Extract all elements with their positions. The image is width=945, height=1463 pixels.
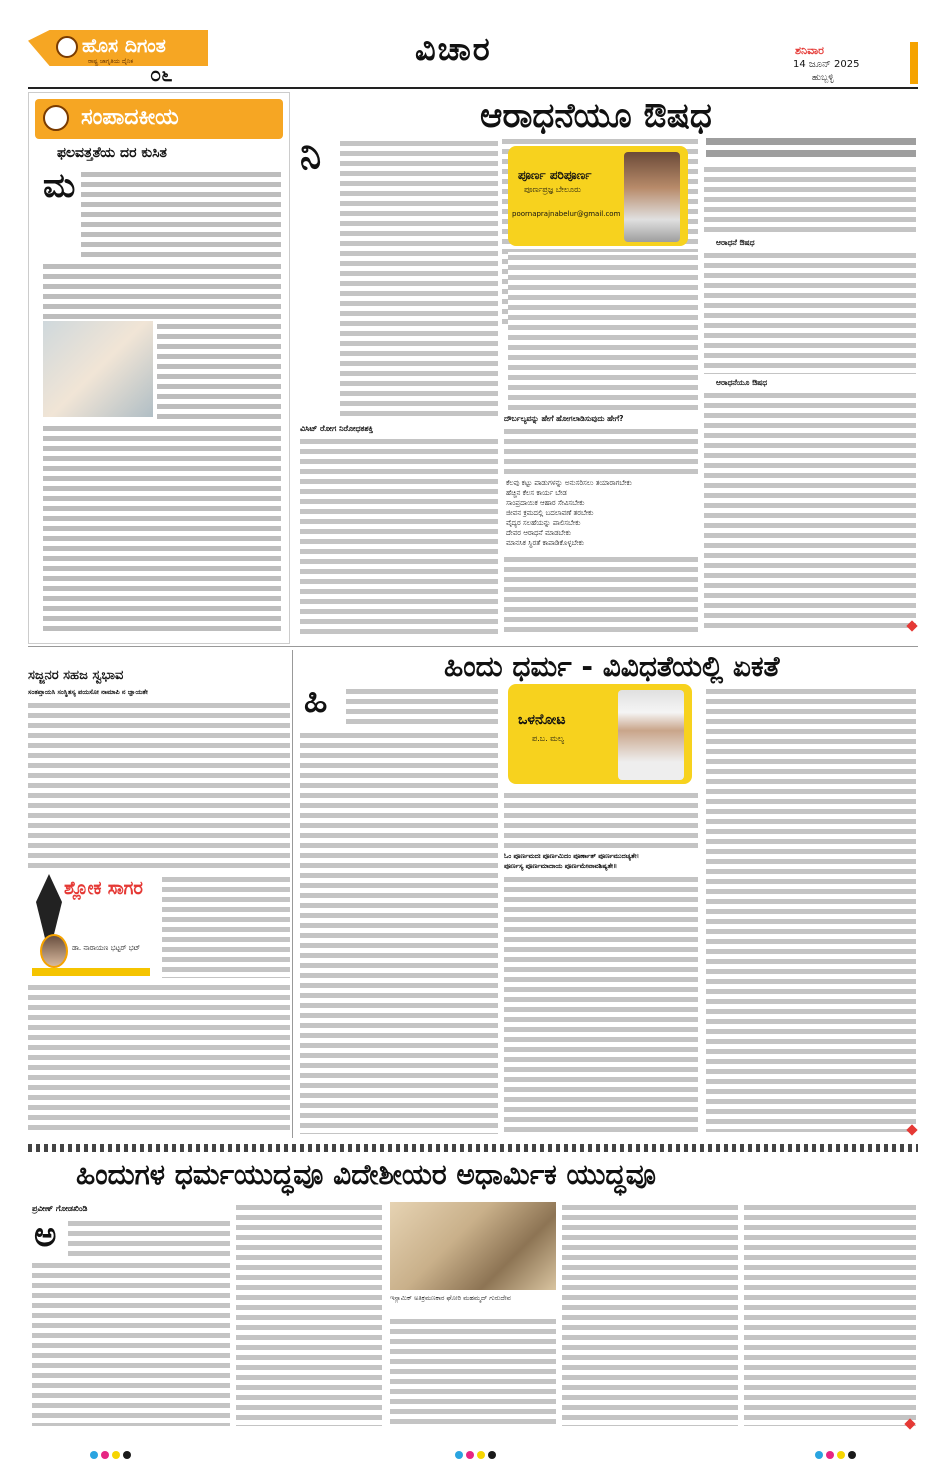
yellow-dot <box>837 1451 845 1459</box>
article2-col3-text <box>706 686 916 1132</box>
masthead <box>0 0 945 92</box>
cmyk-dots-center <box>455 1444 499 1463</box>
article1-subhead-2: ದೌರ್ಬಲ್ಯವನ್ನು ಹೇಗೆ ಹೋಗಲಾಡಿಸುವುದು ಹೇಗೆ? <box>504 414 624 423</box>
bullet-item: ಜೀವನ ಕ್ರಮದಲ್ಲಿ ಬದಲಾವಣೆ ತರಬೇಕು <box>506 509 594 517</box>
article2-subhead-1: ಓಂ ಪೂರ್ಣಮದಃ ಪೂರ್ಣಮಿದಂ ಪೂರ್ಣಾತ್ ಪೂರ್ಣಮುದಚ್ಯತೇ। <box>504 852 640 860</box>
article3-author: ಪ್ರವೀಣ್ ಗೋಡಖಿಂಡಿ <box>32 1204 88 1213</box>
cyan-dot <box>815 1451 823 1459</box>
bullet-item: ಮಾನಸಿಕ ಸ್ಥಿರತೆ ಕಾಪಾಡಿಕೊಳ್ಳಬೇಕು <box>506 539 585 547</box>
black-dot <box>848 1451 856 1459</box>
shloka-column-name: ಶ್ಲೋಕ ಸಾಗರ <box>64 878 143 899</box>
logo-tagline: ರಾಷ್ಟ್ರ ಜಾಗೃತಿಯ ದೈನಿಕ <box>88 58 134 65</box>
article3-col5-text <box>744 1202 916 1426</box>
article2-col1-text <box>346 686 498 726</box>
editorial-emblem-icon <box>43 105 69 131</box>
columnist-email: poornaprajnabelur@gmail.com <box>512 210 621 218</box>
newspaper-logo <box>28 30 248 86</box>
shloka-title: ಸಜ್ಜನರ ಸಹಜ ಸ್ವಭಾವ <box>28 668 124 683</box>
edition-date: 14 ಜೂನ್ 2025 <box>793 59 860 70</box>
article3-col1-text <box>68 1218 230 1258</box>
magenta-dot <box>826 1451 834 1459</box>
cmyk-dots-right <box>815 1444 859 1463</box>
dotted-divider <box>28 1144 918 1152</box>
columnist2-photo <box>618 690 684 780</box>
masthead-rule <box>28 87 918 89</box>
logo-emblem-icon <box>56 36 78 58</box>
shloka-text-2 <box>162 874 290 978</box>
edition-city: ಹುಬ್ಬಳ್ಳಿ <box>812 73 834 83</box>
article3-col2-text <box>236 1202 382 1426</box>
section-title: ವಿಚಾರ <box>415 30 492 68</box>
article2-title: ಹಿಂದು ಧರ್ಮ - ವಿವಿಧತೆಯಲ್ಲಿ ಏಕತೆ <box>444 650 780 683</box>
logo-text: ಹೊಸ ದಿಗಂತ <box>82 35 166 57</box>
article1-col1-text <box>340 138 498 418</box>
article1-subhead-3: ಆರಾಧನೆ ಔಷಧ <box>716 238 755 247</box>
article1-subhead-4: ಆರಾಧನೆಯೂ ಔಷಧ <box>716 378 768 387</box>
shloka-logo <box>28 874 158 978</box>
shloka-text-1 <box>28 700 290 870</box>
editorial-title: ಫಲವತ್ತತೆಯ ದರ ಕುಸಿತ <box>57 145 167 161</box>
article1-bullet-list <box>506 478 698 550</box>
editorial-body-2 <box>43 261 281 319</box>
magenta-dot <box>101 1451 109 1459</box>
article1-col3-text-b <box>704 250 916 374</box>
quill-icon <box>36 874 62 944</box>
article3-col3-text <box>390 1316 556 1426</box>
section-rule-1 <box>28 646 918 647</box>
article1-subhead-1: ವಿಸಿಟ್ ರೋಗ ನಿರೋಧಕಶಕ್ತಿ <box>300 424 374 433</box>
page-number: ೦೬ <box>150 62 173 86</box>
shloka-author-photo <box>40 934 68 968</box>
shloka-article <box>28 650 290 1136</box>
article2-col2-text-b <box>504 874 698 1134</box>
vertical-rule <box>292 650 293 1138</box>
article1-col2-text-c <box>504 426 698 474</box>
editorial-body-1 <box>81 169 281 259</box>
shloka-verse: ಸಂತಪ್ತಾಯಸಿ ಸಂಸ್ಥಿತಸ್ಯ ಪಯಸೋ ನಾಮಾಪಿ ನ ಜ್ಞಾಯತೇ <box>28 688 148 696</box>
shloka-yellow-base <box>32 968 150 976</box>
shloka-text-3 <box>28 982 290 1132</box>
yellow-dot <box>477 1451 485 1459</box>
columnist-name: ಪೂರ್ಣ ಪರಿಪೂರ್ಣ <box>518 168 592 182</box>
article1-col3-lead <box>706 136 916 160</box>
article2-col2-text <box>504 790 698 848</box>
magenta-dot <box>466 1451 474 1459</box>
article3-drop-cap: ಅ <box>34 1215 57 1255</box>
article1-col2-text-b <box>508 252 698 412</box>
bullet-item: ಸಾಂಪ್ರದಾಯಿಕ ಆಹಾರ ಸೇವಿಸಬೇಕು <box>506 499 585 507</box>
article1-col2-text-d <box>504 554 698 636</box>
cmyk-dots-left <box>90 1444 134 1463</box>
cyan-dot <box>90 1451 98 1459</box>
article2-drop-cap: ಹಿ <box>304 681 328 721</box>
article-dharmayuddha <box>28 1158 920 1440</box>
article1-col3-text-c <box>704 390 916 628</box>
columnist2-name: ಒಳನೋಟ <box>518 712 566 728</box>
edition-day: ಶನಿವಾರ <box>795 44 824 57</box>
article1-drop-cap: ನಿ <box>300 133 322 177</box>
article2-col1-text-b <box>300 730 498 1134</box>
bullet-item: ಕೆಲವು ಕಟ್ಟು ಪಾಡುಗಳನ್ನು ಅನುಸರಿಸಲು ತಯಾರಾಗಬೇಕು <box>506 479 632 487</box>
article1-col1-text-b <box>300 436 498 636</box>
article1-col3-text <box>704 164 916 234</box>
columnist-author: ಪೂರ್ಣಪ್ರಜ್ಞ ಬೇಲೂರು <box>524 185 581 194</box>
black-dot <box>488 1451 496 1459</box>
editorial-drop-cap: ಮ <box>43 166 76 206</box>
article3-image-caption: ಇಸ್ಲಾಮಿಕ್ ಅತಿಕ್ರಮಣಕಾರ ಘೋರಿ ಮಹಮ್ಮದ್ ಗುರುದೇವ <box>390 1294 511 1302</box>
article1-title: ಆರಾಧನೆಯೂ ಔಷಧ <box>480 96 712 136</box>
columnist2-author: ಪ.ಬ. ಮಲ್ಯ <box>532 734 565 743</box>
bullet-item: ದೇವರ ಆರಾಧನೆ ಮಾಡಬೇಕು <box>506 529 571 537</box>
yellow-dot <box>112 1451 120 1459</box>
masthead-orange-bar <box>910 42 918 84</box>
bullet-item: ಹೆಚ್ಚಿನ ಕೆಲಸ ಕಾರ್ಯ ಬೇಡ <box>506 489 567 497</box>
article3-image <box>390 1202 556 1290</box>
article3-col1-text-b <box>32 1260 230 1426</box>
article2-subhead-2: ಪೂರ್ಣಸ್ಯ ಪೂರ್ಣಮಾದಾಯ ಪೂರ್ಣಮೇವಾವಶಿಷ್ಯತೇ॥ <box>504 862 618 870</box>
article-hindu-dharma <box>296 650 920 1138</box>
shloka-author: ಡಾ. ನಾರಾಯಣ ಭಟ್ಟರ್ ಭಟ್ <box>72 944 141 952</box>
black-dot <box>123 1451 131 1459</box>
editorial-photo <box>43 321 153 417</box>
columnist-photo <box>624 152 680 242</box>
article3-title: ಹಿಂದುಗಳ ಧರ್ಮಯುದ್ಧವೂ ವಿದೇಶೀಯರ ಅಧಾರ್ಮಿಕ ಯುದ್ಧವೂ <box>76 1158 656 1191</box>
editorial-body-3 <box>157 321 281 421</box>
editorial-box <box>28 92 290 644</box>
cyan-dot <box>455 1451 463 1459</box>
article3-col4-text <box>562 1202 738 1426</box>
editorial-body-4 <box>43 423 281 633</box>
article-aradhane <box>296 92 920 640</box>
bullet-item: ವೈದ್ಯರ ಸಲಹೆಯನ್ನು ಪಾಲಿಸಬೇಕು <box>506 519 581 527</box>
editorial-banner-text: ಸಂಪಾದಕೀಯ <box>81 105 179 130</box>
